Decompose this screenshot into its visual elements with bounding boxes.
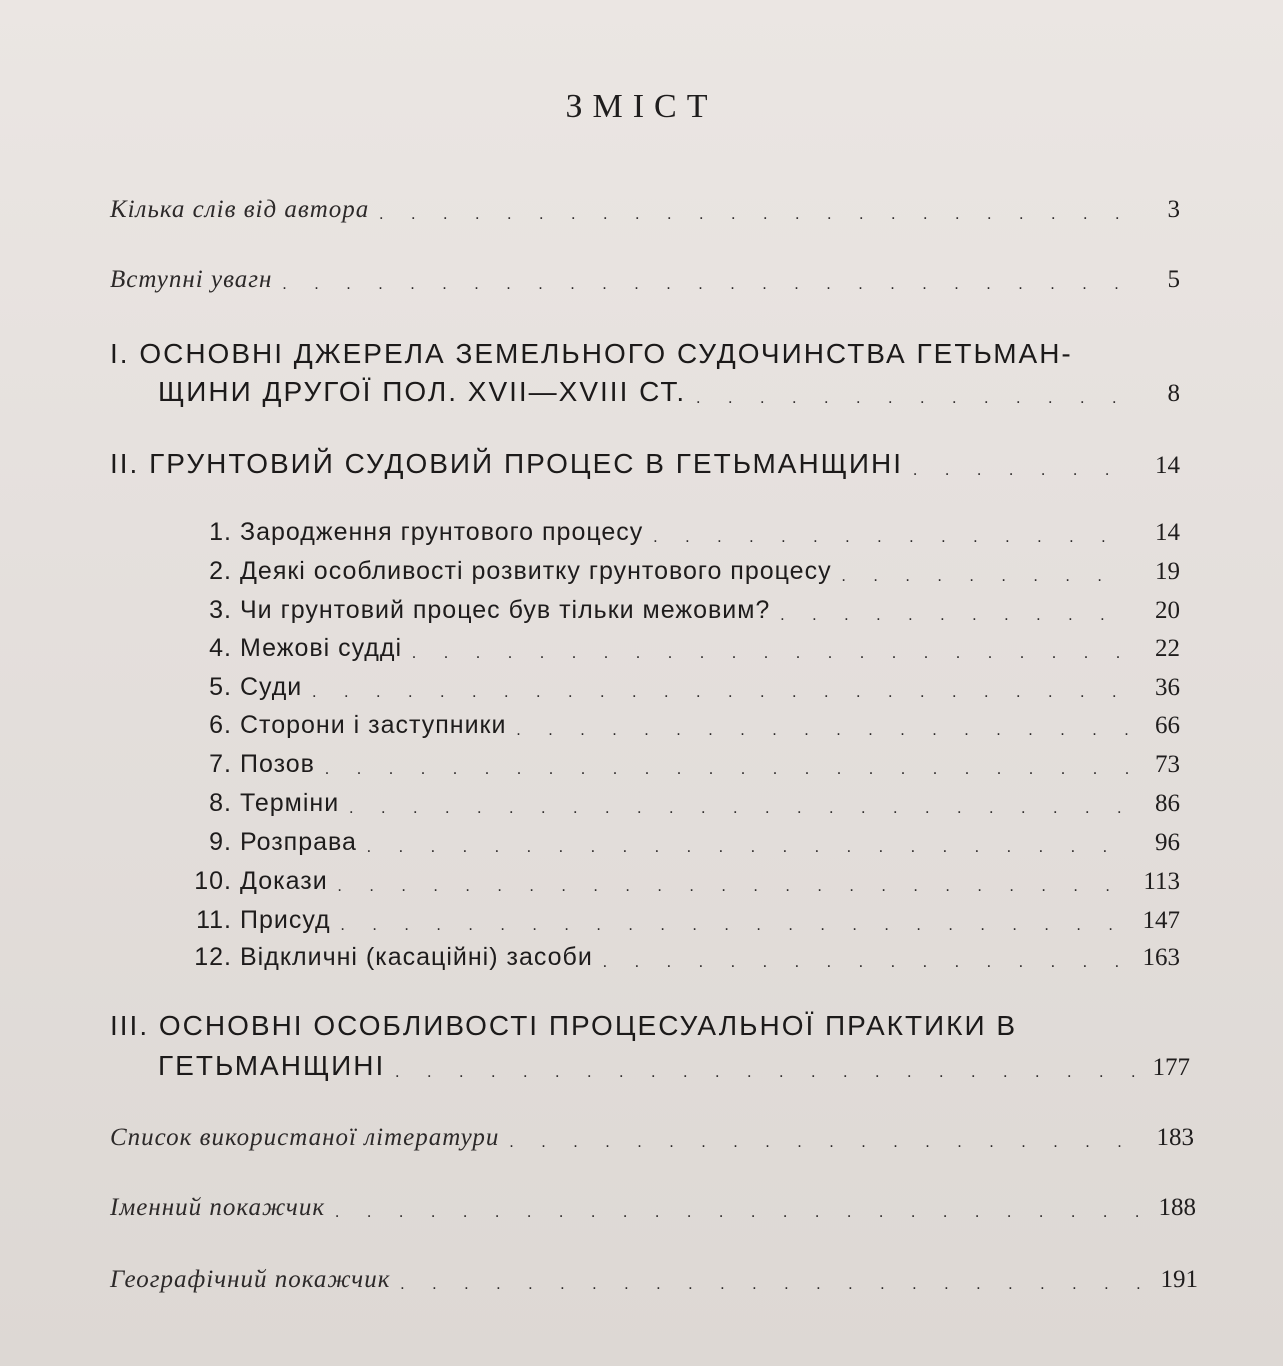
leader-dots	[325, 761, 1130, 779]
leader-dots	[516, 722, 1130, 740]
entry-page: 3	[1167, 196, 1180, 223]
leader-dots	[412, 645, 1130, 663]
leader-dots	[696, 390, 1130, 408]
leader-dots	[395, 1064, 1140, 1082]
section-label: Присуд	[240, 906, 331, 934]
chapter-title-line: ГЕТЬМАНЩИНІ	[158, 1050, 386, 1081]
entry-page: 86	[1155, 790, 1180, 817]
toc-entry-author-note[interactable]	[110, 196, 1180, 224]
toc-chapter-1-continued[interactable]	[158, 376, 1180, 408]
toc-entry-introduction[interactable]	[110, 266, 1180, 294]
leader-dots	[282, 276, 1130, 294]
section-number: 1.	[209, 518, 232, 546]
leader-dots	[338, 878, 1130, 896]
entry-label: Іменний покажчик	[110, 1194, 326, 1221]
entry-page: 66	[1155, 712, 1180, 739]
section-number: 2.	[209, 557, 232, 585]
section-label: Зародження грунтового процесу	[240, 518, 644, 546]
section-number: 3.	[209, 596, 232, 624]
section-number: 9.	[209, 828, 232, 856]
entry-page: 19	[1155, 558, 1180, 585]
toc-entry-name-index[interactable]	[110, 1194, 1196, 1222]
toc-chapter-1[interactable]	[110, 338, 1180, 370]
toc-section-10[interactable]	[190, 867, 1180, 896]
section-label: Суди	[240, 673, 303, 701]
leader-dots	[780, 607, 1130, 625]
section-number: 8.	[209, 789, 232, 817]
toc-section-7[interactable]	[190, 750, 1180, 779]
section-label: Чи грунтовий процес був тільки межовим?	[240, 596, 771, 624]
section-label: Сторони і заступники	[240, 711, 507, 739]
entry-page: 36	[1155, 674, 1180, 701]
toc-entry-geographic-index[interactable]	[110, 1266, 1198, 1294]
entry-page: 20	[1155, 597, 1180, 624]
toc-chapter-3-continued[interactable]	[158, 1050, 1190, 1082]
section-number: 7.	[209, 750, 232, 778]
leader-dots	[367, 839, 1130, 857]
section-label: Розправа	[240, 828, 357, 856]
entry-page: 191	[1160, 1266, 1198, 1293]
leader-dots	[400, 1276, 1148, 1294]
entry-label: Кілька слів від автора	[110, 196, 370, 223]
entry-page: 188	[1158, 1194, 1196, 1221]
toc-section-8[interactable]	[190, 789, 1180, 818]
entry-page: 113	[1143, 868, 1180, 895]
leader-dots	[312, 684, 1130, 702]
entry-page: 5	[1167, 266, 1180, 293]
entry-page: 183	[1156, 1124, 1194, 1151]
entry-page: 8	[1167, 380, 1180, 407]
chapter-title-line: III. ОСНОВНІ ОСОБЛИВОСТІ ПРОЦЕСУАЛЬНОЇ ПРАКТИКИ В	[110, 1010, 1018, 1041]
section-number: 5.	[209, 673, 232, 701]
toc-section-11[interactable]	[190, 906, 1180, 935]
entry-page: 163	[1142, 944, 1180, 971]
section-label: Межові судді	[240, 634, 403, 662]
section-label: Терміни	[240, 789, 340, 817]
entry-label: Список використаної літератури	[110, 1124, 500, 1151]
section-number: 4.	[209, 634, 232, 662]
entry-page: 177	[1152, 1054, 1190, 1081]
toc-section-6[interactable]	[190, 711, 1180, 740]
toc-chapter-3[interactable]	[110, 1010, 1190, 1042]
entry-label: Географічний покажчик	[110, 1266, 391, 1293]
section-number: 10.	[194, 867, 232, 895]
page-title: ЗМІСТ	[565, 88, 718, 125]
section-label: Докази	[240, 867, 328, 895]
section-label: Відкличні (касаційні) засоби	[240, 943, 593, 971]
chapter-title-line: ЩИНИ ДРУГОЇ ПОЛ. XVII—XVIII СТ.	[158, 376, 687, 407]
entry-label: Вступні увагн	[110, 266, 273, 293]
leader-dots	[509, 1134, 1144, 1152]
section-label: Деякі особливості розвитку грунтового процесу	[240, 557, 832, 585]
leader-dots	[913, 462, 1130, 480]
toc-section-5[interactable]	[190, 673, 1180, 702]
leader-dots	[842, 568, 1130, 586]
toc-section-3[interactable]	[190, 596, 1180, 625]
section-number: 12.	[194, 943, 232, 971]
entry-page: 147	[1142, 907, 1180, 934]
toc-section-9[interactable]	[190, 828, 1180, 857]
entry-page: 73	[1155, 751, 1180, 778]
chapter-title-line: I. ОСНОВНІ ДЖЕРЕЛА ЗЕМЕЛЬНОГО СУДОЧИНСТВА ГЕТЬМАН-	[110, 338, 1073, 369]
leader-dots	[653, 529, 1130, 547]
entry-page: 96	[1155, 829, 1180, 856]
toc-section-12[interactable]	[190, 943, 1180, 972]
entry-page: 14	[1155, 519, 1180, 546]
leader-dots	[379, 206, 1130, 224]
toc-section-2[interactable]	[190, 557, 1180, 586]
toc-entry-bibliography[interactable]	[110, 1124, 1194, 1152]
entry-page: 14	[1155, 452, 1180, 479]
toc-section-1[interactable]	[190, 518, 1180, 547]
chapter-title: II. ГРУНТОВИЙ СУДОВИЙ ПРОЦЕС В ГЕТЬМАНЩИНІ	[110, 448, 904, 479]
entry-page: 22	[1155, 635, 1180, 662]
section-number: 11.	[196, 906, 232, 934]
section-number: 6.	[209, 711, 232, 739]
leader-dots	[603, 954, 1130, 972]
section-label: Позов	[240, 750, 315, 778]
leader-dots	[341, 917, 1130, 935]
leader-dots	[335, 1204, 1146, 1222]
toc-section-4[interactable]	[190, 634, 1180, 663]
toc-chapter-2[interactable]	[110, 448, 1180, 480]
leader-dots	[349, 800, 1130, 818]
